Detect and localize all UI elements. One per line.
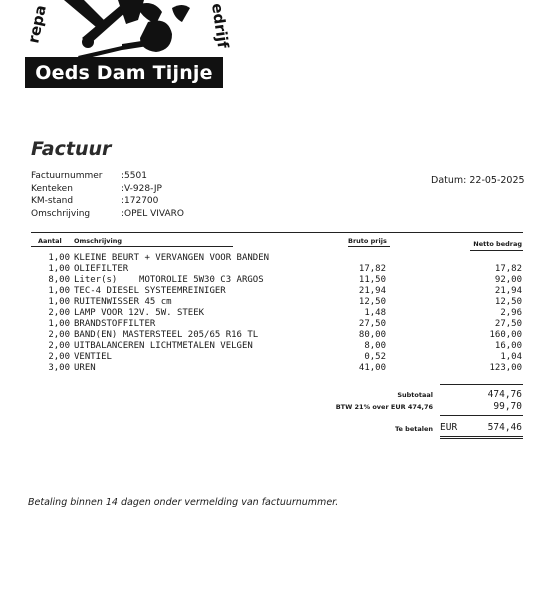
row-total: 17,82 (494, 264, 522, 274)
row-desc: RUITENWISSER 45 cm (74, 297, 172, 307)
row-price: 80,00 (358, 330, 386, 340)
table-row (0, 264, 540, 275)
amount-due-label: Te betalen (394, 425, 433, 433)
vat-value: 99,70 (493, 401, 522, 412)
row-price: 0,52 (364, 352, 386, 362)
page-title: Factuur (31, 138, 112, 160)
row-desc: LAMP VOOR 12V. 5W. STEEK (74, 308, 205, 318)
amount-due-value: 574,46 (487, 422, 522, 433)
row-desc: OLIEFILTER (74, 264, 129, 274)
row-price: 27,50 (358, 319, 386, 329)
table-row (0, 286, 540, 297)
row-price: 8,00 (364, 341, 386, 351)
company-logo (22, 0, 233, 88)
row-total: 21,94 (494, 286, 522, 296)
invoice-date: Datum: 22-05-2025 (431, 175, 525, 186)
table-row (0, 308, 540, 319)
row-total: 27,50 (494, 319, 522, 329)
totals-rule (440, 384, 523, 385)
col-header-bruto: Bruto prijs (348, 237, 387, 245)
row-qty: 1,00 (48, 253, 70, 263)
meta-row-description (31, 208, 184, 221)
row-total: 123,00 (489, 363, 522, 373)
col-header-netto: Netto bedrag (473, 240, 522, 248)
table-row (0, 341, 540, 352)
row-price: 11,50 (358, 275, 386, 285)
vat-label: BTW 21% over EUR 474,76 (335, 403, 433, 411)
logo-arc-left: repa (24, 3, 50, 45)
table-row (0, 275, 540, 286)
row-total: 16,00 (494, 341, 522, 351)
row-price: 21,94 (358, 286, 386, 296)
row-qty: 8,00 (48, 275, 70, 285)
meta-label: Kenteken (31, 183, 73, 194)
amount-due-rule-2 (440, 438, 523, 439)
meta-value: :5501 (121, 171, 147, 181)
meta-label: Factuurnummer (31, 171, 103, 181)
row-desc: BAND(EN) MASTERSTEEL 205/65 R16 TL (74, 330, 259, 340)
meta-value: :172700 (121, 196, 159, 206)
table-top-rule (31, 232, 523, 233)
row-qty: 2,00 (48, 352, 70, 362)
row-qty: 2,00 (48, 308, 70, 318)
row-desc: UITBALANCEREN LICHTMETALEN VELGEN (74, 341, 253, 351)
meta-row-invoice-number (31, 170, 184, 183)
row-desc: KLEINE BEURT + VERVANGEN VOOR BANDEN (74, 253, 270, 263)
meta-row-license-plate (31, 183, 184, 196)
amount-due-rule-1 (440, 436, 523, 437)
col-header-aantal: Aantal (38, 237, 62, 245)
row-qty: 2,00 (48, 330, 70, 340)
meta-value: :OPEL VIVARO (121, 208, 184, 219)
row-qty: 1,00 (48, 319, 70, 329)
row-desc: BRANDSTOFFILTER (74, 319, 156, 329)
invoice-meta (31, 170, 184, 220)
row-desc: UREN (74, 363, 96, 373)
header-rule-left (31, 246, 233, 247)
table-row (0, 363, 540, 374)
table-row (0, 253, 540, 264)
row-qty: 1,00 (48, 297, 70, 307)
vat-rule (440, 415, 523, 416)
header-rule-netto (470, 250, 523, 251)
row-total: 2,96 (500, 308, 522, 318)
currency-label: EUR (440, 422, 458, 433)
row-total: 92,00 (494, 275, 522, 285)
row-total: 12,50 (494, 297, 522, 307)
header-rule-bruto (348, 246, 390, 247)
table-row (0, 297, 540, 308)
row-desc: Liter(s) MOTOROLIE 5W30 C3 ARGOS (74, 275, 264, 285)
row-price: 17,82 (358, 264, 386, 274)
table-row (0, 330, 540, 341)
payment-terms: Betaling binnen 14 dagen onder vermelding van factuurnummer. (28, 497, 339, 508)
mechanic-illustration (22, 0, 233, 62)
logo-arc-right: edrijf (208, 2, 233, 50)
meta-label: KM-stand (31, 196, 74, 206)
row-desc: TEC-4 DIESEL SYSTEEMREINIGER (74, 286, 226, 296)
row-qty: 2,00 (48, 341, 70, 351)
col-header-omschrijving: Omschrijving (74, 237, 123, 245)
row-qty: 1,00 (48, 264, 70, 274)
table-row (0, 319, 540, 330)
table-row (0, 352, 540, 363)
row-price: 41,00 (358, 363, 386, 373)
row-price: 12,50 (358, 297, 386, 307)
meta-row-km (31, 195, 184, 208)
row-desc: VENTIEL (74, 352, 112, 362)
row-total: 1,04 (500, 352, 522, 362)
logo-plate (25, 57, 223, 88)
row-total: 160,00 (489, 330, 522, 340)
row-qty: 3,00 (48, 363, 70, 373)
meta-value: :V-928-JP (121, 183, 162, 194)
company-name: Oeds Dam Tijnje (35, 61, 213, 84)
subtotal-value: 474,76 (487, 389, 522, 400)
row-qty: 1,00 (48, 286, 70, 296)
subtotal-label: Subtotaal (397, 391, 433, 399)
meta-label: Omschrijving (31, 208, 91, 219)
row-price: 1,48 (364, 308, 386, 318)
